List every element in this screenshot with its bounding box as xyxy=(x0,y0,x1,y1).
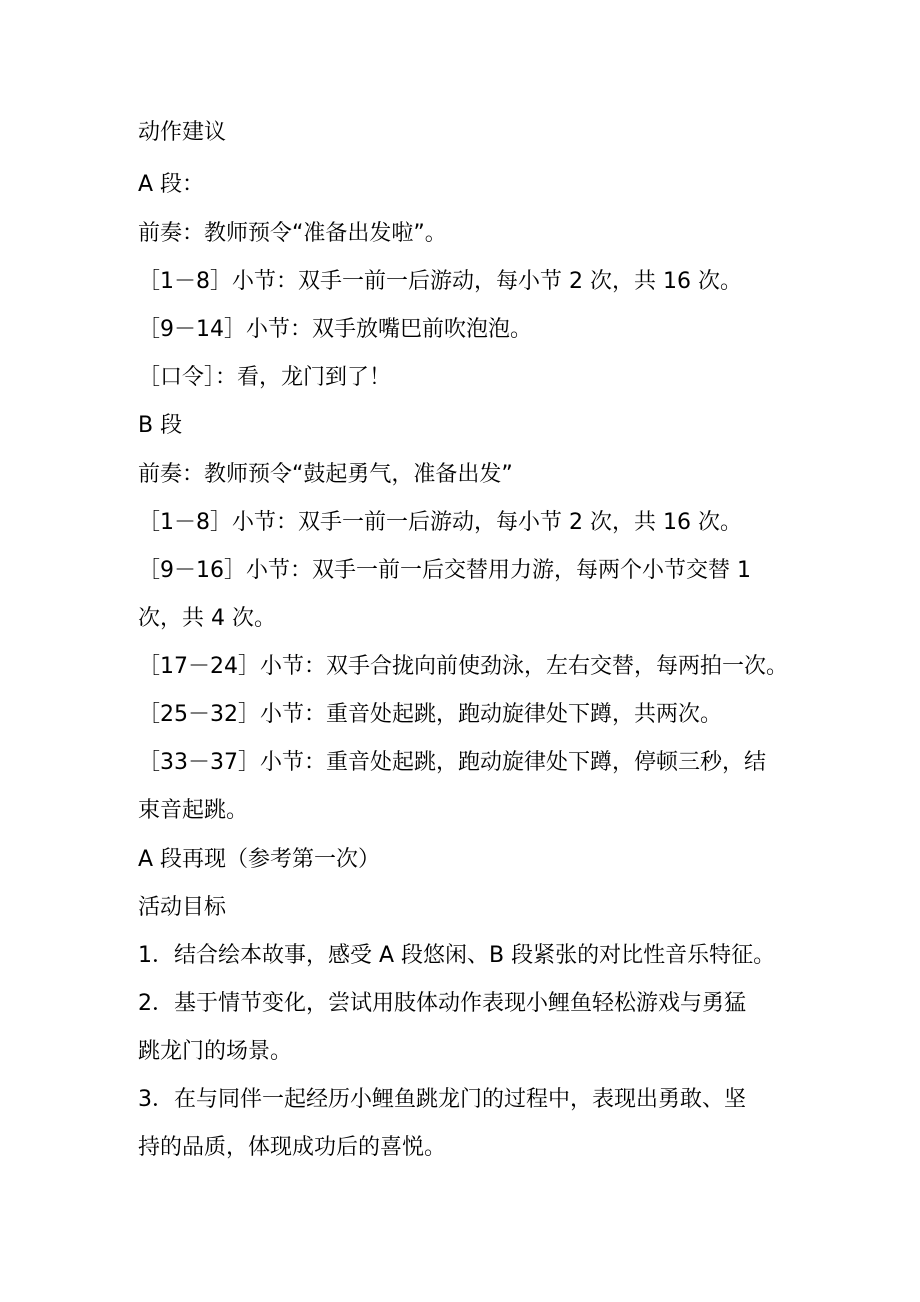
goal-item: 2．基于情节变化，尝试用肢体动作表现小鲤鱼轻松游戏与勇猛 xyxy=(138,991,746,1016)
paragraph-line: 前奏：教师预令“准备出发啦”。 xyxy=(138,221,447,246)
paragraph-line: 前奏：教师预令“鼓起勇气，准备出发” xyxy=(138,462,513,487)
goal-item: 1．结合绘本故事，感受 A 段悠闲、B 段紧张的对比性音乐特征。 xyxy=(138,943,776,968)
paragraph-line: ［1－8］小节：双手一前一后游动，每小节 2 次，共 16 次。 xyxy=(138,269,742,294)
section-b-label: B 段 xyxy=(138,413,183,438)
paragraph-line: ［口令］：看，龙门到了！ xyxy=(138,365,392,390)
goal-item: 3．在与同伴一起经历小鲤鱼跳龙门的过程中，表现出勇敢、坚 xyxy=(138,1087,746,1112)
paragraph-line: A 段再现（参考第一次） xyxy=(138,847,381,872)
section-a-label: A 段： xyxy=(138,172,205,197)
heading-action-suggestions: 动作建议 xyxy=(138,120,227,145)
goal-item-continued: 持的品质，体现成功后的喜悦。 xyxy=(138,1135,447,1160)
paragraph-line: ［9－16］小节：双手一前一后交替用力游，每两个小节交替 1 xyxy=(138,558,751,583)
paragraph-line: ［25－32］小节：重音处起跳，跑动旋律处下蹲，共两次。 xyxy=(138,702,722,727)
paragraph-line: ［33－37］小节：重音处起跳，跑动旋律处下蹲，停顿三秒，结 xyxy=(138,750,766,775)
paragraph-line: ［1－8］小节：双手一前一后游动，每小节 2 次，共 16 次。 xyxy=(138,510,742,535)
paragraph-line: ［17－24］小节：双手合拢向前使劲泳，左右交替，每两拍一次。 xyxy=(138,654,788,679)
paragraph-line: 束音起跳。 xyxy=(138,798,249,823)
goal-item-continued: 跳龙门的场景。 xyxy=(138,1039,293,1064)
paragraph-line: 次，共 4 次。 xyxy=(138,606,276,631)
heading-activity-goals: 活动目标 xyxy=(138,895,227,920)
paragraph-line: ［9－14］小节：双手放嘴巴前吹泡泡。 xyxy=(138,317,532,342)
